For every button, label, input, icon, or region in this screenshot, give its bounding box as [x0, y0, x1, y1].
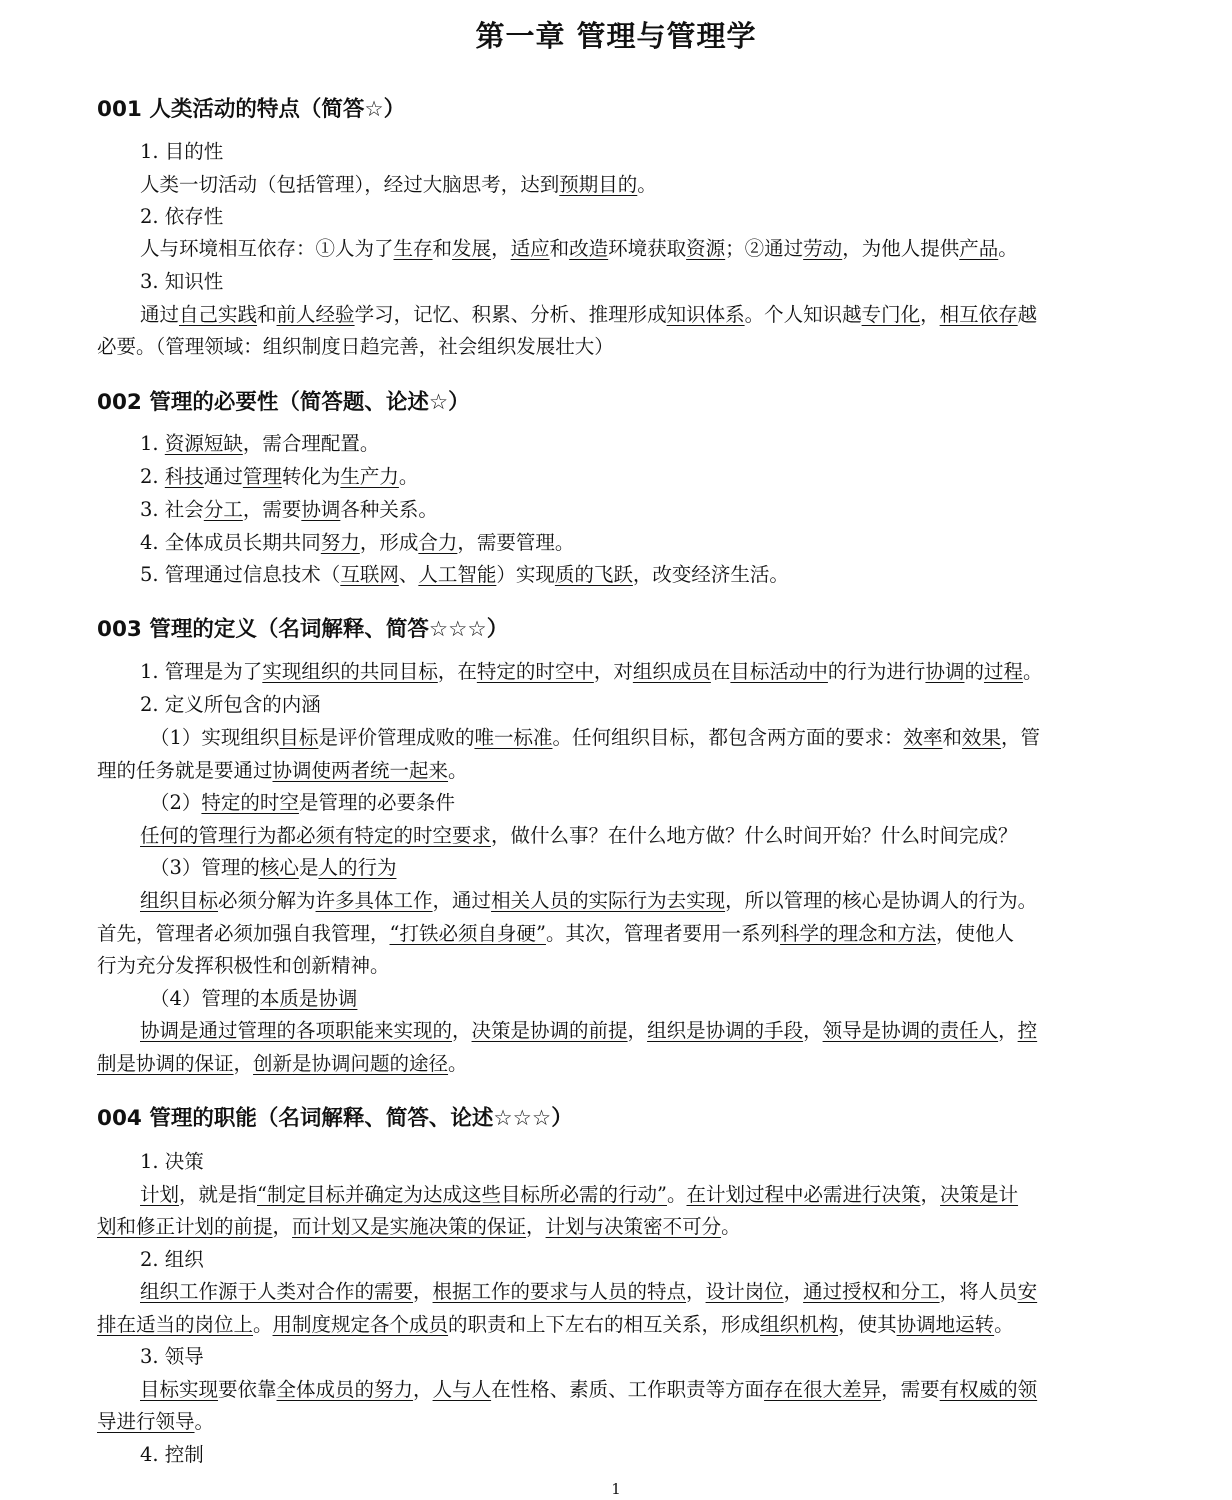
section-heading-004: 004 管理的职能（名词解释、简答、论述☆☆☆）: [97, 1106, 573, 1131]
text-segment: 的职责和上下左右的相互关系，形成: [448, 1313, 761, 1336]
underlined-keyword: 组织成员: [632, 660, 711, 683]
underlined-keyword: “打铁必须自身硬”: [389, 922, 546, 945]
underlined-keyword: 相关人员的实际行为去实现: [491, 889, 726, 912]
text-segment: 3. 领导: [140, 1345, 204, 1368]
text-segment: ）实现: [496, 563, 555, 586]
underlined-keyword: 劳动: [803, 237, 843, 260]
text-segment: 在性格、素质、工作职责等方面: [491, 1378, 765, 1401]
underlined-keyword: 核心: [259, 856, 299, 879]
text-segment: （3）管理的: [150, 856, 260, 879]
underlined-keyword: 专门化: [861, 303, 921, 326]
body-line: [140, 1347, 204, 1367]
underlined-keyword: 前人经验: [276, 303, 355, 326]
text-segment: 2.: [140, 465, 165, 488]
text-segment: 、: [398, 563, 419, 586]
underlined-keyword: 合力: [418, 531, 458, 554]
text-segment: ，: [272, 1215, 293, 1238]
underlined-keyword: 全体成员的努力: [276, 1378, 414, 1401]
body-line: [140, 434, 379, 454]
text-segment: ，使其: [838, 1313, 897, 1336]
body-line: [97, 761, 468, 781]
body-line: [140, 565, 789, 585]
text-segment: ，改变经济生活。: [632, 563, 789, 586]
underlined-keyword: 自己实践: [179, 303, 258, 326]
text-segment: 。: [194, 1410, 215, 1433]
underlined-keyword: 划和修正计划的前提: [97, 1215, 273, 1238]
underlined-keyword: 互联网: [340, 563, 399, 586]
text-segment: ，: [783, 1280, 804, 1303]
underlined-keyword: “制定目标并确定为达成这些目标所必需的行动”: [257, 1183, 667, 1206]
underlined-keyword: 质的飞跃: [554, 563, 633, 586]
text-segment: ，需要: [242, 498, 302, 521]
body-line: [97, 1054, 468, 1074]
text-segment: ，做什么事？在什么地方做？什么时间开始？什么时间完成？: [491, 824, 1018, 847]
underlined-keyword: 用制度规定各个成员: [272, 1313, 449, 1336]
text-segment: （1）实现组织: [150, 726, 280, 749]
body-line: [150, 793, 455, 813]
text-segment: 和: [432, 237, 453, 260]
body-line: [140, 175, 657, 195]
text-segment: 行为充分发挥积极性和创新精神。: [97, 954, 390, 977]
underlined-keyword: 组织是协调的手段: [647, 1019, 804, 1042]
underlined-keyword: 而计划又是实施决策的保证: [292, 1215, 527, 1238]
underlined-keyword: 生产力: [340, 465, 399, 488]
text-segment: 2. 组织: [140, 1248, 204, 1271]
section-heading-003: 003 管理的定义（名词解释、简答☆☆☆）: [97, 617, 509, 642]
underlined-keyword: 组织目标: [140, 889, 219, 912]
text-segment: 转化为: [281, 465, 341, 488]
underlined-keyword: 目标实现: [140, 1378, 219, 1401]
underlined-keyword: 知识体系: [666, 303, 745, 326]
body-line: [150, 858, 396, 878]
text-segment: 是管理的必要条件: [298, 791, 455, 814]
text-segment: ，: [526, 1215, 546, 1238]
body-line: [150, 728, 1040, 748]
text-segment: 1. 管理是为了: [140, 660, 263, 683]
text-segment: 必要。（管理领域：组织制度日趋完善，社会组织发展壮大）: [97, 335, 614, 358]
underlined-keyword: 科技: [164, 465, 204, 488]
text-segment: 。: [253, 1313, 273, 1336]
text-segment: 环境获取: [608, 237, 687, 260]
underlined-keyword: 协调: [301, 498, 341, 521]
text-segment: 4. 全体成员长期共同: [140, 531, 321, 554]
underlined-keyword: 领导是协调的责任人: [822, 1019, 999, 1042]
text-segment: ，: [998, 1019, 1018, 1042]
underlined-keyword: 预期目的: [559, 173, 638, 196]
text-segment: ，: [627, 1019, 648, 1042]
underlined-keyword: 存在很大差异: [764, 1378, 882, 1401]
text-segment: ；②通过: [725, 237, 804, 260]
text-segment: 在: [710, 660, 731, 683]
body-line: [140, 826, 1018, 846]
text-segment: 是评价管理成败的: [318, 726, 475, 749]
underlined-keyword: 控: [1017, 1019, 1038, 1042]
text-segment: ，所以管理的核心是协调人的行为。: [725, 889, 1038, 912]
underlined-keyword: 协调地运转: [896, 1313, 995, 1336]
underlined-keyword: 相互依存: [939, 303, 1018, 326]
text-segment: ，管: [1001, 726, 1041, 749]
text-segment: ，: [413, 1280, 433, 1303]
text-segment: ，: [491, 237, 511, 260]
underlined-keyword: 人与人: [432, 1378, 492, 1401]
body-line: [140, 891, 1037, 911]
text-segment: 1. 决策: [140, 1150, 204, 1173]
body-line: [140, 1380, 1037, 1400]
text-segment: （4）管理的: [150, 987, 260, 1010]
underlined-keyword: 许多具体工作: [315, 889, 433, 912]
body-line: [140, 1152, 204, 1172]
underlined-keyword: 决策是协调的前提: [471, 1019, 628, 1042]
text-segment: 4. 控制: [140, 1443, 204, 1466]
text-segment: 学习，记忆、积累、分析、推理形成: [354, 303, 667, 326]
text-segment: 越: [1017, 303, 1038, 326]
underlined-keyword: 设计岗位: [705, 1280, 784, 1303]
text-segment: 。: [448, 1052, 468, 1075]
underlined-keyword: 唯一标准: [474, 726, 553, 749]
text-segment: ，: [452, 1019, 472, 1042]
underlined-keyword: 任何的管理行为都必须有特定的时空要求: [140, 824, 492, 847]
underlined-keyword: 决策是计: [940, 1183, 1019, 1206]
underlined-keyword: 协调使两者统一起来: [272, 759, 449, 782]
text-segment: 首先，管理者必须加强自我管理，: [97, 922, 390, 945]
underlined-keyword: 根据工作的要求与人员的特点: [432, 1280, 687, 1303]
underlined-keyword: 协调: [925, 660, 965, 683]
underlined-keyword: 特定的时空: [201, 791, 299, 814]
text-segment: 各种关系。: [340, 498, 438, 521]
text-segment: ，: [803, 1019, 823, 1042]
body-line: [140, 467, 418, 487]
text-segment: ，需要管理。: [457, 531, 575, 554]
body-line: [140, 239, 1018, 259]
underlined-keyword: 排在适当的岗位上: [97, 1313, 254, 1336]
body-line: [97, 1412, 214, 1432]
body-line: [140, 695, 321, 715]
body-line: [140, 1021, 1037, 1041]
underlined-keyword: 目标: [279, 726, 319, 749]
underlined-keyword: 特定的时空中: [476, 660, 594, 683]
body-line: [140, 1185, 1018, 1205]
text-segment: 人与环境相互依存：①人为了: [140, 237, 394, 260]
body-line: [140, 1282, 1037, 1302]
text-segment: 是: [298, 856, 319, 879]
text-segment: 的: [964, 660, 984, 683]
underlined-keyword: 分工: [203, 498, 243, 521]
underlined-keyword: 计划与决策密不可分: [545, 1215, 722, 1238]
underlined-keyword: 效率: [903, 726, 943, 749]
body-line: [140, 662, 1043, 682]
text-segment: ，: [920, 303, 940, 326]
text-segment: 2. 依存性: [140, 205, 224, 228]
text-segment: 理的任务就是要通过: [97, 759, 273, 782]
text-segment: 3. 社会: [140, 498, 204, 521]
text-segment: 的行为进行: [827, 660, 926, 683]
underlined-keyword: 创新是协调问题的途径: [253, 1052, 449, 1075]
text-segment: 和: [942, 726, 963, 749]
underlined-keyword: 努力: [320, 531, 360, 554]
underlined-keyword: 发展: [452, 237, 492, 260]
underlined-keyword: 制是协调的保证: [97, 1052, 234, 1075]
text-segment: 1.: [140, 432, 165, 455]
section-heading-001: 001 人类活动的特点（简答☆）: [97, 97, 406, 122]
underlined-keyword: 计划: [140, 1183, 180, 1206]
text-segment: 人类一切活动（包括管理），经过大脑思考，达到: [140, 173, 560, 196]
chapter-title: 第一章 管理与管理学: [475, 19, 757, 53]
text-segment: 。: [1022, 660, 1043, 683]
underlined-keyword: 产品: [959, 237, 999, 260]
text-segment: 通过: [140, 303, 180, 326]
text-segment: 。: [448, 759, 468, 782]
body-line: [150, 989, 357, 1009]
text-segment: 。: [994, 1313, 1014, 1336]
text-segment: 5. 管理通过信息技术（: [140, 563, 341, 586]
body-line: [97, 924, 1014, 944]
text-segment: ，: [920, 1183, 941, 1206]
text-segment: 。任何组织目标，都包含两方面的要求：: [552, 726, 904, 749]
underlined-keyword: 有权威的领: [939, 1378, 1038, 1401]
underlined-keyword: 协调是通过管理的各项职能来实现的: [140, 1019, 453, 1042]
body-line: [140, 533, 574, 553]
underlined-keyword: 组织机构: [760, 1313, 839, 1336]
underlined-keyword: 人的行为: [318, 856, 397, 879]
text-segment: 1. 目的性: [140, 140, 224, 163]
text-segment: ，形成: [359, 531, 419, 554]
body-line: [97, 337, 614, 357]
text-segment: ，需要: [881, 1378, 940, 1401]
body-line: [140, 305, 1037, 325]
body-line: [97, 1217, 741, 1237]
body-line: [140, 207, 223, 227]
text-segment: 2. 定义所包含的内涵: [140, 693, 321, 716]
text-segment: ，为他人提供: [842, 237, 960, 260]
text-segment: ，在: [437, 660, 477, 683]
underlined-keyword: 在计划过程中必需进行决策: [686, 1183, 921, 1206]
underlined-keyword: 过程: [983, 660, 1023, 683]
section-heading-002: 002 管理的必要性（简答题、论述☆）: [97, 390, 470, 415]
text-segment: 。其次，管理者要用一系列: [545, 922, 780, 945]
text-segment: ，: [233, 1052, 254, 1075]
text-segment: 。: [666, 1183, 687, 1206]
text-segment: 。: [637, 173, 657, 196]
body-line: [140, 1445, 204, 1465]
text-segment: ，: [413, 1378, 433, 1401]
body-line: [97, 956, 390, 976]
body-line: [140, 142, 223, 162]
text-segment: 。: [998, 237, 1018, 260]
text-segment: ，就是指: [179, 1183, 258, 1206]
body-line: [140, 500, 438, 520]
underlined-keyword: 通过授权和分工: [803, 1280, 940, 1303]
page-number: 1: [611, 1480, 621, 1498]
underlined-keyword: 实现组织的共同目标: [262, 660, 438, 683]
body-line: [140, 272, 223, 292]
text-segment: 通过: [203, 465, 243, 488]
text-segment: 和: [549, 237, 570, 260]
underlined-keyword: 安: [1017, 1280, 1038, 1303]
text-segment: 和: [257, 303, 277, 326]
underlined-keyword: 科学的理念和方法: [779, 922, 936, 945]
text-segment: ，将人员: [939, 1280, 1018, 1303]
underlined-keyword: 管理: [242, 465, 282, 488]
underlined-keyword: 导进行领导: [97, 1410, 195, 1433]
underlined-keyword: 效果: [962, 726, 1002, 749]
underlined-keyword: 本质是协调: [259, 987, 358, 1010]
text-segment: ，: [686, 1280, 706, 1303]
text-segment: 。: [721, 1215, 741, 1238]
underlined-keyword: 人工智能: [418, 563, 497, 586]
text-segment: 。: [398, 465, 419, 488]
text-segment: （2）: [150, 791, 202, 814]
underlined-keyword: 目标活动中: [730, 660, 828, 683]
text-segment: 要依靠: [218, 1378, 277, 1401]
body-line: [97, 1315, 1014, 1335]
text-segment: ，通过: [432, 889, 492, 912]
underlined-keyword: 组织工作源于人类对合作的需要: [140, 1280, 414, 1303]
underlined-keyword: 生存: [393, 237, 433, 260]
text-segment: 3. 知识性: [140, 270, 224, 293]
underlined-keyword: 改造: [569, 237, 609, 260]
underlined-keyword: 资源: [686, 237, 726, 260]
underlined-keyword: 资源短缺: [164, 432, 243, 455]
text-segment: 必须分解为: [218, 889, 316, 912]
body-line: [140, 1250, 204, 1270]
text-segment: ，使他人: [936, 922, 1015, 945]
underlined-keyword: 适应: [510, 237, 550, 260]
text-segment: ，需合理配置。: [242, 432, 380, 455]
text-segment: ，对: [593, 660, 633, 683]
text-segment: 。个人知识越: [744, 303, 862, 326]
